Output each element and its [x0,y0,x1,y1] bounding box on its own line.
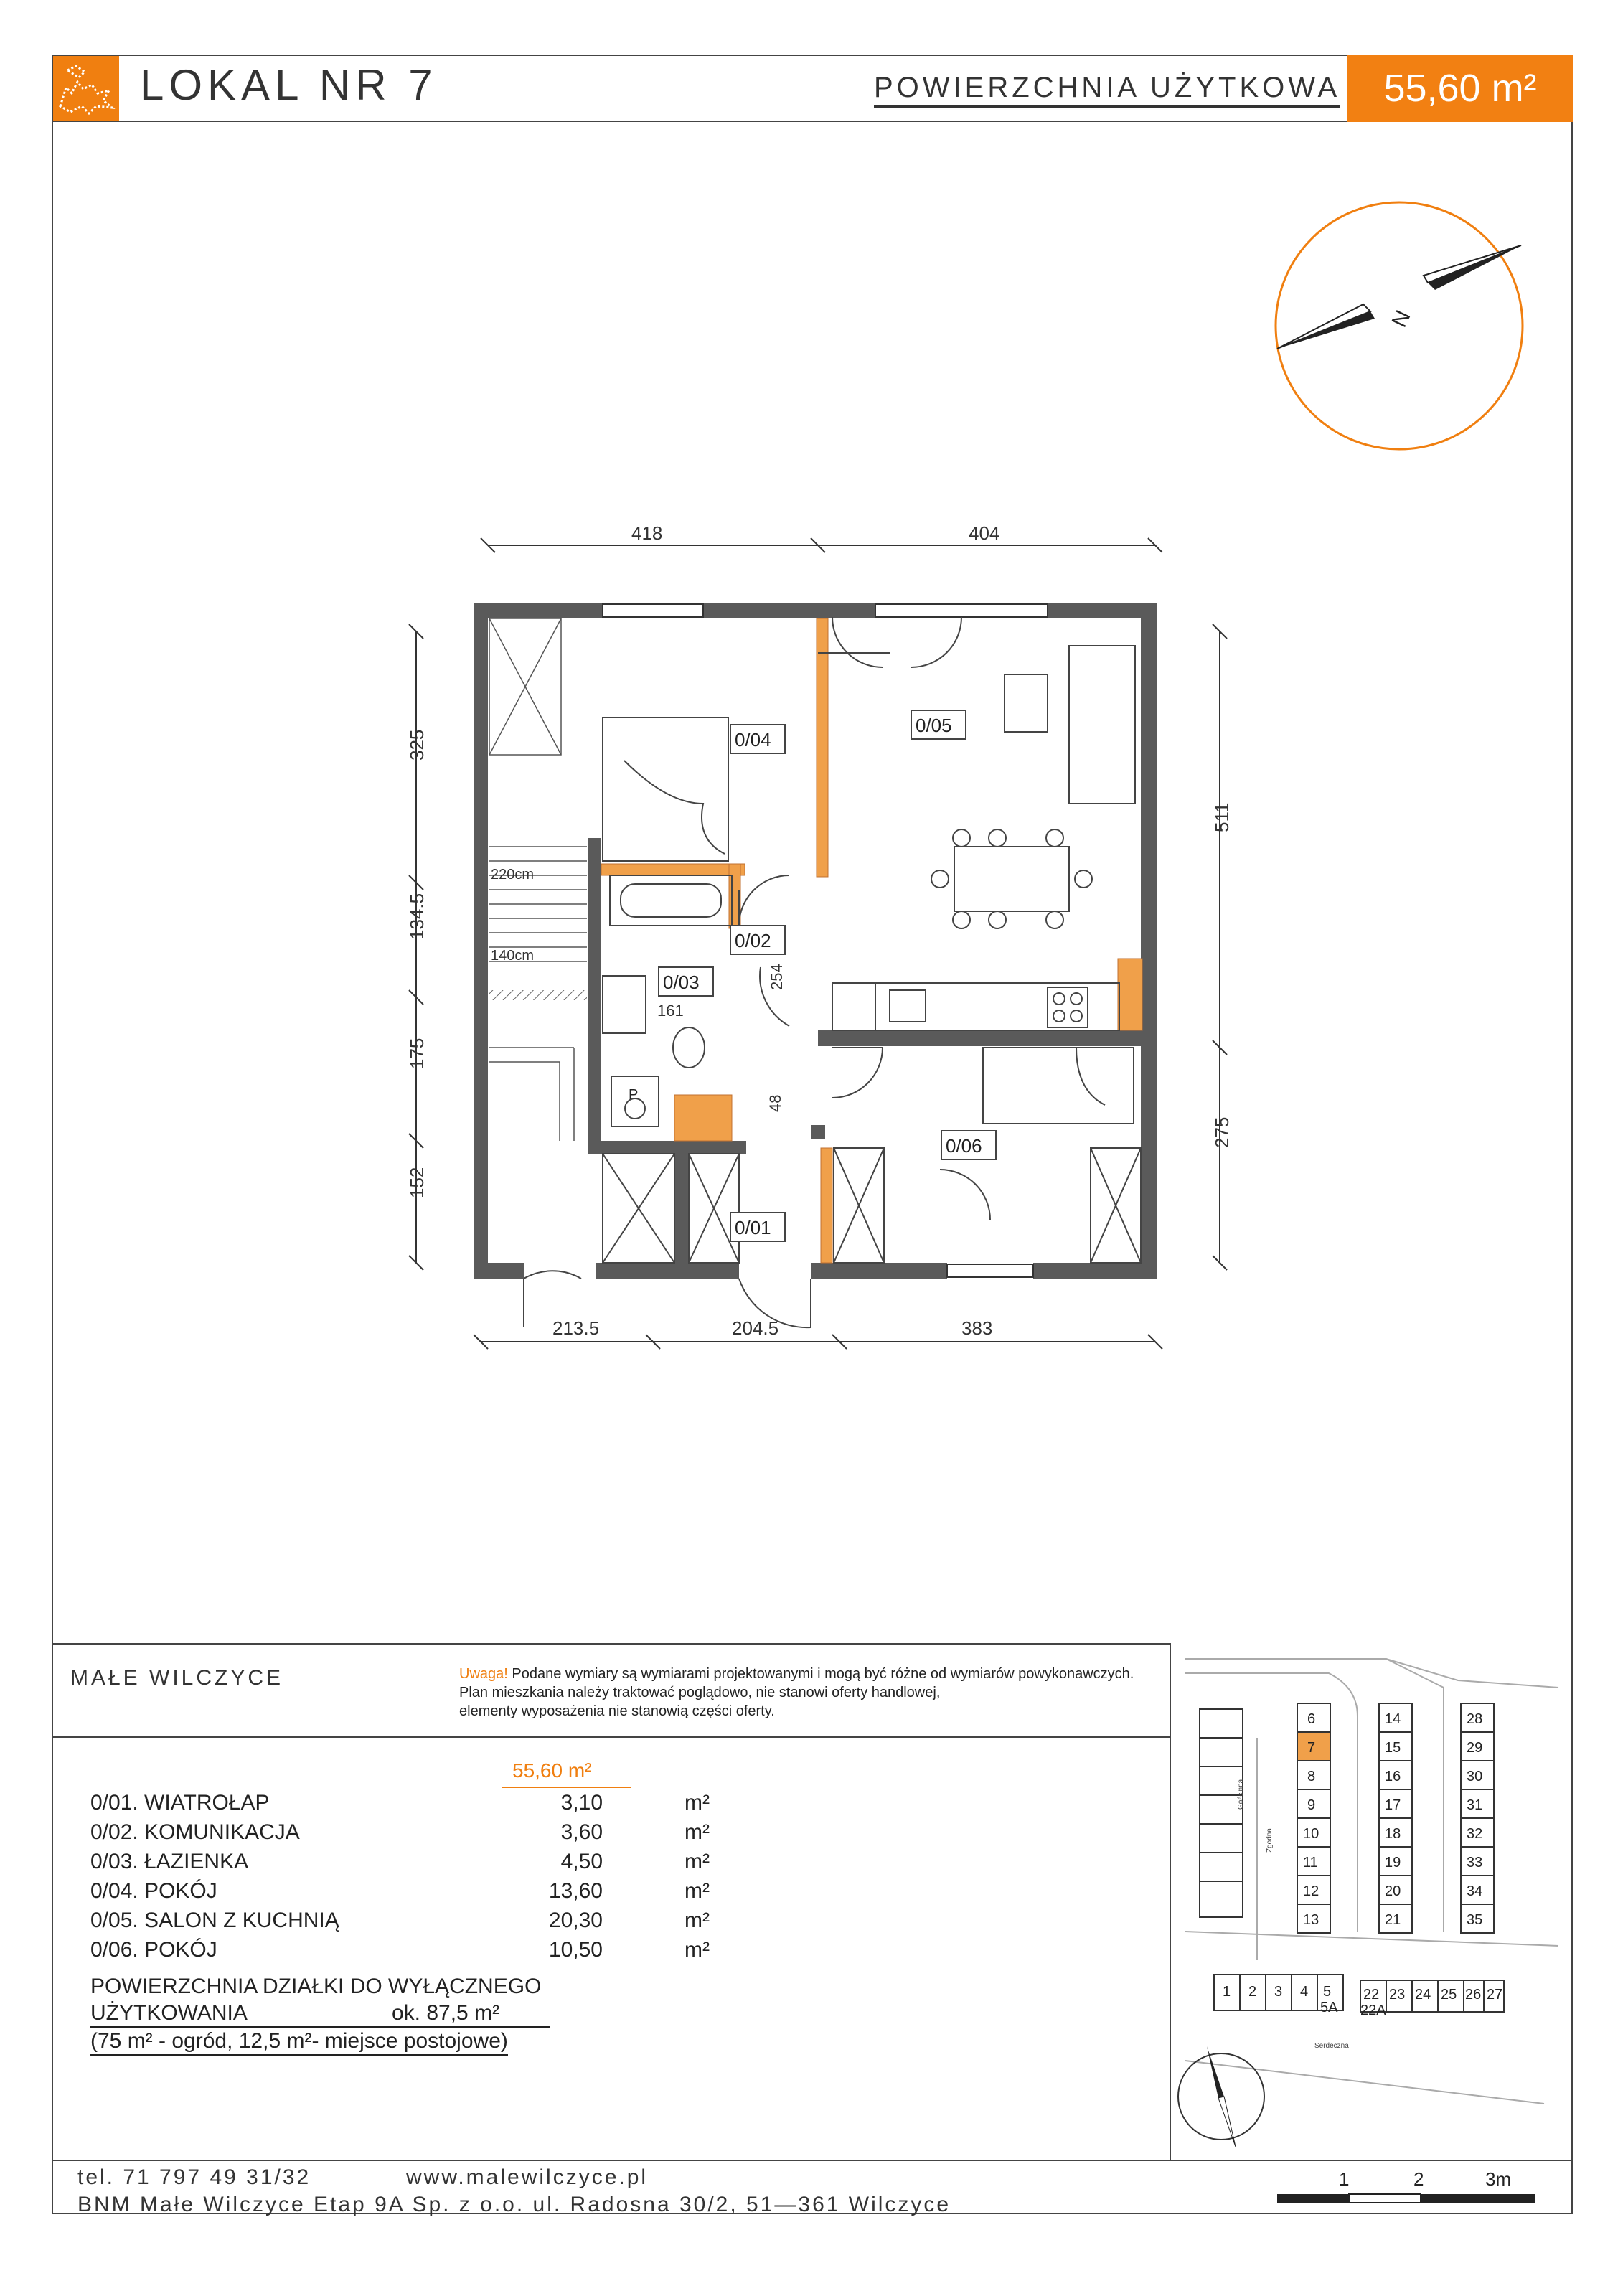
unit-number: 19 [1385,1855,1401,1871]
bathroom-fixtures [603,875,732,1126]
unit-number: 4 [1300,1984,1309,2000]
room-label-0-01: 0/01 [735,1217,771,1238]
dim-left-4: 152 [406,1167,428,1198]
unit-number: 13 [1303,1912,1319,1928]
plot-area-info [90,1973,550,2056]
unit-number: 29 [1467,1740,1483,1756]
unit-number: 5 [1323,1984,1332,2000]
compass-rose [1263,189,1535,462]
scale-segment-2 [1349,2194,1421,2203]
unit-number: 11 [1303,1855,1318,1871]
scale-bar [1277,2167,1543,2210]
furniture-living [818,617,1135,928]
kitchen-counter [832,983,1119,1030]
site-left-block [1200,1709,1243,1917]
unit-number: 23 [1389,1987,1406,2003]
plot-line-1: POWIERZCHNIA DZIAŁKI DO WYŁĄCZNEGO [90,1975,542,1998]
unit-number: 22A [1360,2003,1386,2018]
pump-label: P [629,1087,639,1103]
unit-number: 12 [1303,1883,1319,1899]
plot-value: ok. 87,5 m² [392,2001,500,2025]
unit-number: 33 [1467,1855,1483,1871]
unit-number: 18 [1385,1826,1401,1842]
north-arrow-icon [1277,245,1521,349]
room-unit: m² [685,1909,710,1932]
dim-right-2: 275 [1211,1116,1233,1148]
room-area: 10,50 [548,1938,603,1962]
dim-bottom-2: 204.5 [732,1317,779,1339]
floor-plan [387,517,1277,1363]
stair-label-220: 220cm [491,867,535,883]
room-name: 0/02. KOMUNIKACJA [90,1820,300,1844]
scale-label-3m: 3m [1485,2168,1512,2190]
scale-label-2: 2 [1413,2168,1424,2190]
room-unit: m² [685,1820,710,1844]
plot-label: UŻYTKOWANIA [90,2001,248,2025]
wolf-logo-icon [53,56,119,121]
unit-number: 22 [1363,1987,1380,2003]
inner-dim-48: 48 [766,1094,784,1112]
unit-number: 16 [1385,1769,1401,1784]
site-north-arrow-icon [1207,2046,1236,2147]
street-label: Gościnna [1237,1779,1245,1810]
unit-number: 34 [1467,1883,1483,1899]
room-name: 0/06. POKÓJ [90,1938,217,1962]
room-area: 13,60 [548,1879,603,1903]
info-horizontal-separator [52,1736,1171,1738]
unit-number: 10 [1303,1826,1319,1842]
disclaimer-note [459,1665,1162,1721]
disclaimer-warn: Uwaga! [459,1666,508,1682]
footer-separator [52,2160,1573,2161]
outer-walls [474,603,1157,1279]
unit-number: 25 [1441,1987,1457,2003]
unit-number: 20 [1385,1883,1401,1899]
dim-top-2: 404 [969,522,1000,544]
room-area: 3,10 [560,1791,603,1815]
room-label-0-03: 0/03 [663,971,700,993]
total-area-underline [502,1787,631,1788]
total-area: 55,60 m² [512,1759,592,1782]
dim-bottom-1: 213.5 [552,1317,600,1339]
room-label-0-05: 0/05 [916,715,952,736]
unit-number: 8 [1307,1769,1316,1784]
dim-left-2: 134.5 [406,893,428,940]
unit-number: 6 [1307,1711,1316,1727]
dim-left-3: 175 [406,1038,428,1069]
vestibule-wardrobes [603,1154,739,1263]
dim-right-1: 511 [1211,802,1233,832]
usable-area-label: POWIERZCHNIA UŻYTKOWA [874,72,1340,108]
site-map [1171,1645,1571,2158]
unit-number: 3 [1274,1984,1283,2000]
room-label-0-06: 0/06 [946,1135,982,1157]
unit-number: 27 [1487,1987,1503,2003]
inner-dim-161: 161 [657,1002,684,1020]
phone-number: tel. 71 797 49 31/32 [77,2165,311,2189]
unit-number: 21 [1385,1912,1401,1928]
room-unit: m² [685,1791,710,1815]
unit-number: 28 [1467,1711,1483,1727]
street-label: Serdeczna [1314,2042,1349,2050]
scale-segment-1 [1277,2194,1349,2203]
room-unit: m² [685,1938,710,1962]
bed [603,718,728,861]
scale-segment-3 [1421,2194,1535,2203]
unit-number: 26 [1465,1987,1482,2003]
unit-number: 30 [1467,1769,1483,1784]
disclaimer-line-1: Podane wymiary są wymiarami projektowanymi i mogą być różne od wymiarów powykonawczych. [507,1666,1134,1682]
scale-label-1: 1 [1339,2168,1350,2190]
info-separator [52,1643,1171,1645]
room-area: 3,60 [560,1820,603,1844]
usable-area-value: 55,60 m² [1347,55,1573,122]
plot-line-2 [90,2000,550,2028]
unit-number: 9 [1307,1797,1316,1813]
plot-line-3: (75 m² - ogród, 12,5 m²- miejsce postojowe) [90,2028,508,2056]
unit-number: 35 [1467,1912,1483,1928]
room-name: 0/03. ŁAZIENKA [90,1850,249,1873]
unit-number: 1 [1223,1984,1231,2000]
website-link[interactable]: www.malewilczyce.pl [406,2165,649,2189]
room-name: 0/01. WIATROŁAP [90,1791,270,1815]
room-area: 20,30 [548,1909,603,1932]
unit-number: 7 [1307,1740,1316,1756]
inner-dim-254: 254 [768,964,786,990]
room-name: 0/05. SALON Z KUCHNIĄ [90,1909,339,1932]
room-unit: m² [685,1879,710,1903]
unit-number: 2 [1248,1984,1257,2000]
disclaimer-line-3: elementy wyposażenia nie stanowią części oferty. [459,1703,775,1719]
unit-number: 17 [1385,1797,1401,1813]
north-label: N [1387,306,1416,331]
dim-bottom-3: 383 [961,1317,993,1339]
unit-number: 32 [1467,1826,1483,1842]
unit-number: 24 [1415,1987,1431,2003]
room-label-0-04: 0/04 [735,729,771,751]
room-name: 0/04. POKÓJ [90,1879,217,1903]
room-label-0-02: 0/02 [735,930,771,951]
brand-logo [53,56,119,121]
room-unit: m² [685,1850,710,1873]
dim-top-1: 418 [631,522,663,544]
unit-title: LOKAL NR 7 [140,61,438,109]
stair-label-140: 140cm [491,948,535,964]
company-address: BNM Małe Wilczyce Etap 9A Sp. z o.o. ul. Radosna 30/2, 51—361 Wilczyce [77,2193,951,2216]
unit-number: 14 [1385,1711,1401,1727]
estate-name: MAŁE WILCZYCE [70,1666,284,1690]
room-area: 4,50 [560,1850,603,1873]
unit-number: 31 [1467,1797,1483,1813]
street-label: Zgodna [1266,1828,1274,1853]
stair-hatch [489,990,587,1000]
unit-number: 5A [1320,2000,1338,2015]
dim-left-1: 325 [406,729,428,761]
unit-number: 15 [1385,1740,1401,1756]
disclaimer-line-2: Plan mieszkania należy traktować poglądowo, nie stanowi oferty handlowej, [459,1685,941,1700]
